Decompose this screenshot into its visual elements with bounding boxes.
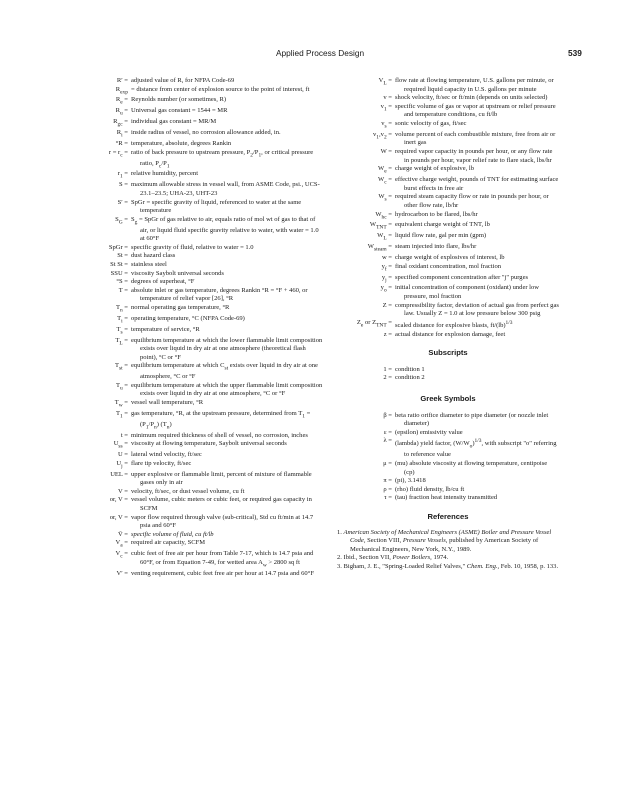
nomenclature-definition: condition 2 [395,374,425,382]
nomenclature-symbol: $T_n$ = [115,303,128,314]
nomenclature-definition: required steam capacity flow or rate in pounds per hour, or other flow rate, lb/hr [395,193,549,209]
nomenclature-symbol: $R_i$ = [116,129,128,139]
left-column [72,77,324,578]
nomenclature-symbol: $y_f$ = [381,262,392,272]
nomenclature-symbol: $R_{exp}$ [115,85,128,95]
nomenclature-symbol: V̄ = [118,530,128,538]
running-title: Applied Process Design [276,48,365,58]
nomenclature-definition: normal operating gas temperature, °R [131,303,230,311]
nomenclature-definition: beta ratio orifice diameter to pipe diameter (or nozzle inlet diameter) [395,411,549,428]
nomenclature-symbol: $V_a$ = [115,539,128,549]
nomenclature-definition: specific volume of fluid, cu ft/lb [131,530,214,538]
nomenclature-symbol: $W_s$ = [378,193,392,203]
nomenclature-symbol: $W_c$ = [378,176,392,186]
nomenclature-symbol: °R = [115,140,128,148]
nomenclature-symbol: $S_G$ = [115,215,128,225]
nomenclature-symbol: $V_L$ = [378,77,392,87]
nomenclature-definition: relative humidity, percent [131,170,199,178]
reference-entry: 3. Bigham, J. E., "Spring-Loaded Relief Valves," Chem. Eng., Feb. 10, 1958, p. 133. [337,562,559,570]
nomenclature-symbol: $T_w$ = [114,399,128,409]
nomenclature-symbol: $r = r_c$ = [108,148,128,158]
nomenclature-definition: vapor flow required through valve (sub-critical), Std cu ft/min at 14.7 psia and 60°F [131,513,314,530]
nomenclature-symbol: St = [117,252,128,260]
nomenclature-definition: specific volume of gas or vapor at upstream or relief pressure and temperature conditions, cu ft/lb [395,102,556,119]
nomenclature-definition: steam injected into flare, lbs/hr [395,243,477,251]
nomenclature-symbol: $W_e$ = [378,165,392,175]
nomenclature-symbol: $y_o$ = [380,284,392,294]
nomenclature-symbol: SpGr = [108,243,128,251]
nomenclature-symbol: $T_i$ = [117,314,128,325]
nomenclature-definition: condition 1 [395,365,425,373]
nomenclature-symbol: or, V = [109,513,128,521]
nomenclature-symbol: SSU = [110,269,128,277]
page-number: 539 [568,48,582,58]
nomenclature-definition: charge weight of explosives of interest, lb [395,254,505,262]
nomenclature-definition: effective charge weight, pounds of TNT for estimating surface burst effects in free air [395,176,559,192]
nomenclature-symbol: π = [383,477,392,485]
page-header [0,48,617,62]
nomenclature-definition: velocity, ft/sec, or dust vessel volume, cu ft [131,487,245,495]
nomenclature-symbol: T = [118,286,128,294]
nomenclature-symbol: St St = [110,260,128,268]
nomenclature-symbol: $W_{hc}$ = [375,210,392,220]
nomenclature-symbol: $T_{st}$ = [115,362,128,372]
nomenclature-symbol: UEL = [110,470,128,478]
nomenclature-definition: equilibrium temperature at which the lower flammable limit composition exists over liquid in dry air at one atmosphere (theoretical flash point), °C or °F [131,336,323,361]
nomenclature-definition: lateral wind velocity, ft/sec [131,451,202,459]
nomenclature-definition: operating temperature, °C (NFPA Code-69) [131,314,245,322]
nomenclature-definition: actual distance for explosion damage, feet [395,330,506,338]
nomenclature-definition: viscosity at flowing temperature, Saybolt universal seconds [131,440,287,448]
nomenclature-definition: (epsilon) emissivity value [395,428,463,436]
nomenclature-definition: (mu) absolute viscosity at flowing temperature, centipoise (cp) [395,459,548,476]
nomenclature-symbol: $W_{TNT}$ = [369,221,392,231]
nomenclature-symbol: °S = [116,278,128,286]
nomenclature-symbol: $R_{gc}$ = [113,118,128,128]
nomenclature-definition: specific gravity of fluid, relative to water = 1.0 [131,243,254,251]
nomenclature-definition: Universal gas constant = 1544 = MR [131,107,228,115]
nomenclature-definition: sonic velocity of gas, ft/sec [395,119,467,127]
nomenclature-symbol: $y_j$ = [381,273,392,283]
nomenclature-symbol: S′ = [117,198,128,206]
nomenclature-symbol: or, V = [109,496,128,504]
nomenclature-symbol: V′ = [116,569,128,577]
nomenclature-definition: specified component concentration after "j" purges [395,273,529,281]
nomenclature-definition: individual gas constant = MR/M [131,118,217,126]
nomenclature-symbol: $T_u$ = [115,381,128,392]
nomenclature-symbol: ρ = [383,485,392,493]
references-heading: References [427,511,469,521]
nomenclature-definition: inside radius of vessel, no corrosion allowance added, in. [131,129,281,137]
nomenclature-symbol: $r_1$ = [117,170,128,180]
nomenclature-symbol: 1 = [383,365,392,373]
nomenclature-definition: Reynolds number (or sometimes, R) [131,96,227,104]
nomenclature-definition: degrees of superheat, °F [131,278,195,286]
nomenclature-symbol: w = [381,254,392,262]
nomenclature-symbol: $U_{ss}$ = [113,440,128,450]
nomenclature-symbol: $W_L$ = [377,232,392,242]
reference-entry: 1. American Society of Mechanical Engineers (ASME) Boiler and Pressure Vessel Code, Section VIII, Pressure Vessels, published by American Society of Mechanical Engineers, New York, N.Y., 1989. [337,528,552,553]
subscripts-heading: Subscripts [428,348,468,358]
right-column [337,77,559,572]
nomenclature-definition: stainless steel [131,260,167,268]
nomenclature-definition: required vapor capacity in pounds per hour, or any flow rate in pounds per hour, vapor relief rate to flare stack, lbs/hr [395,148,553,164]
nomenclature-symbol: W = [380,148,392,156]
nomenclature-definition: liquid flow rate, gal per min (gpm) [395,232,487,240]
nomenclature-definition: scaled distance for explosive blasts, ft/(lb)$^{1/3}$ [395,319,513,329]
nomenclature-definition: SpGr = specific gravity of liquid, referenced to water at the same temperature [131,198,302,215]
nomenclature-symbol: $Z_e$ or $Z_{TNT}$ = [356,318,392,329]
nomenclature-symbol: z = [383,330,392,338]
nomenclature-definition: charge weight of explosive, lb [395,165,474,173]
nomenclature-symbol: v = [383,94,392,102]
nomenclature-symbol: $T_1$ = [115,409,128,420]
nomenclature-definition: compressibility factor, deviation of actual gas from perfect gas law. Usually Z = 1.0 at low pressure below 300 psig [395,301,559,318]
nomenclature-symbol: β = [383,411,392,419]
nomenclature-definition: equilibrium temperature at which $C_{st}$ exists over liquid in dry air at one atmosphere, °C or °F [131,362,318,381]
nomenclature-symbol: 2 = [383,374,392,382]
references-list [337,529,559,572]
nomenclature-definition: equilibrium temperature at which the upper flammable limit composition exists over liquid in dry air at one atmosphere, °C or °F [131,381,323,398]
nomenclature-symbol: λ = [383,437,392,445]
nomenclature-symbol: t = [120,431,128,439]
nomenclature-definition: flow rate at flowing temperature, U.S. gallons per minute, or required liquid capacity in U.S. gallons per minute [395,77,554,93]
nomenclature-symbol: R′ = [116,77,128,84]
nomenclature-symbol: ε = [383,428,392,436]
subscripts-list [337,366,559,383]
nomenclature-definition: temperature of service, °R [131,325,200,333]
nomenclature-definition: maximum allowable stress in vessel wall, from ASME Code, psi., UCS-23.1–23.5; UHA-23, UHT-23 [131,181,320,197]
nomenclature-symbol: S = [119,181,128,189]
nomenclature-definition: vessel wall temperature, °R [131,399,204,407]
nomenclature-symbol: V = [118,487,128,495]
greek-symbols-heading: Greek Symbols [420,393,476,403]
nomenclature-definition: temperature, absolute, degrees Rankin [131,140,232,148]
nomenclature-list-right [337,77,559,339]
nomenclature-definition: vessel volume, cubic meters or cubic feet, or required gas capacity in SCFM [131,496,312,513]
nomenclature-definition: viscosity Saybolt universal seconds [131,269,224,277]
nomenclature-symbol: $W_{steam}$ = [367,243,392,253]
nomenclature-symbol: $v_1,v_2$ = [373,130,392,141]
nomenclature-definition: hydrocarbon to be flared, lbs/hr [395,210,478,218]
nomenclature-list-left [72,77,324,578]
nomenclature-definition: $S_g$ = SpGr of gas relative to air, equals ratio of mol wt of gas to that of air, or liquid fluid specific gravity relative to water, with water = 1.0 at 60°F [131,215,319,243]
nomenclature-definition: dust hazard class [131,252,176,260]
nomenclature-definition: (lambda) yield factor, $(W/W_o)^{1/3}$, with subscript "o" referring to reference value [395,438,557,459]
nomenclature-symbol: $R_e$ = [115,96,128,106]
nomenclature-definition: ratio of back pressure to upstream pressure, $P_2/P_1$, or critical pressure ratio, $P_c/P_1$ [131,148,314,169]
nomenclature-symbol: $v_s$ = [381,119,392,130]
nomenclature-symbol: $T_L$ = [115,336,128,346]
nomenclature-symbol: τ = [384,494,392,502]
nomenclature-definition: (tau) fraction heat intensity transmitted [395,494,498,502]
nomenclature-definition: (rho) fluid density, lb/cu ft [395,485,465,493]
nomenclature-symbol: $V_c$ = [115,550,128,560]
nomenclature-definition: adjusted value of R, for NFPA Code-69 [131,77,235,84]
nomenclature-symbol: $v_1$ = [380,102,392,113]
nomenclature-symbol: μ = [383,459,392,467]
nomenclature-definition: initial concentration of component (oxidant) under low pressure, mol fraction [395,284,539,301]
nomenclature-definition: equivalent charge weight of TNT, lb [395,221,490,229]
nomenclature-symbol: $R_u$ = [115,107,128,117]
nomenclature-definition: shock velocity, ft/sec or ft/min (depends on units selected) [395,94,548,102]
nomenclature-symbol: $T_s$ = [116,325,128,335]
nomenclature-definition: = distance from center of explosion source to the point of interest, ft [131,85,310,93]
nomenclature-definition: gas temperature, °R, at the upstream pressure, determined from $T_1 = (P_1/P_n)$ $(T_n)$ [131,409,311,431]
nomenclature-symbol: U = [117,451,128,459]
nomenclature-symbol: $U_j$ = [116,459,128,470]
nomenclature-definition: absolute inlet or gas temperature, degrees Rankin °R = °F + 460, or temperature of relief vapor [26], °R [131,286,308,303]
nomenclature-definition: minimum required thickness of shell of vessel, no corrosion, inches [131,431,308,439]
nomenclature-definition: upper explosive or flammable limit, percent of mixture of flammable gases only in air [131,470,312,487]
nomenclature-definition: flare tip velocity, ft/sec [131,459,192,467]
nomenclature-definition: required air capacity, SCFM [131,539,206,547]
nomenclature-definition: (pi), 3.1418 [395,477,426,485]
nomenclature-definition: venting requirement, cubic feet free air per hour at 14.7 psia and 60°F [131,569,314,577]
reference-entry: 2. Ibid., Section VII, Power Boilers, 1974. [337,554,449,562]
nomenclature-definition: volume percent of each combustible mixture, free from air or inert gas [395,130,556,147]
nomenclature-symbol: Z = [382,301,392,309]
greek-symbols-list [337,412,559,503]
nomenclature-definition: final oxidant concentration, mol fraction [395,262,501,270]
nomenclature-definition: cubic feet of free air per hour from Table 7-17, which is 14.7 psia and 60°F, or from Equation 7-49, for wetted area $A_w > 2800$ sq ft [131,550,314,569]
